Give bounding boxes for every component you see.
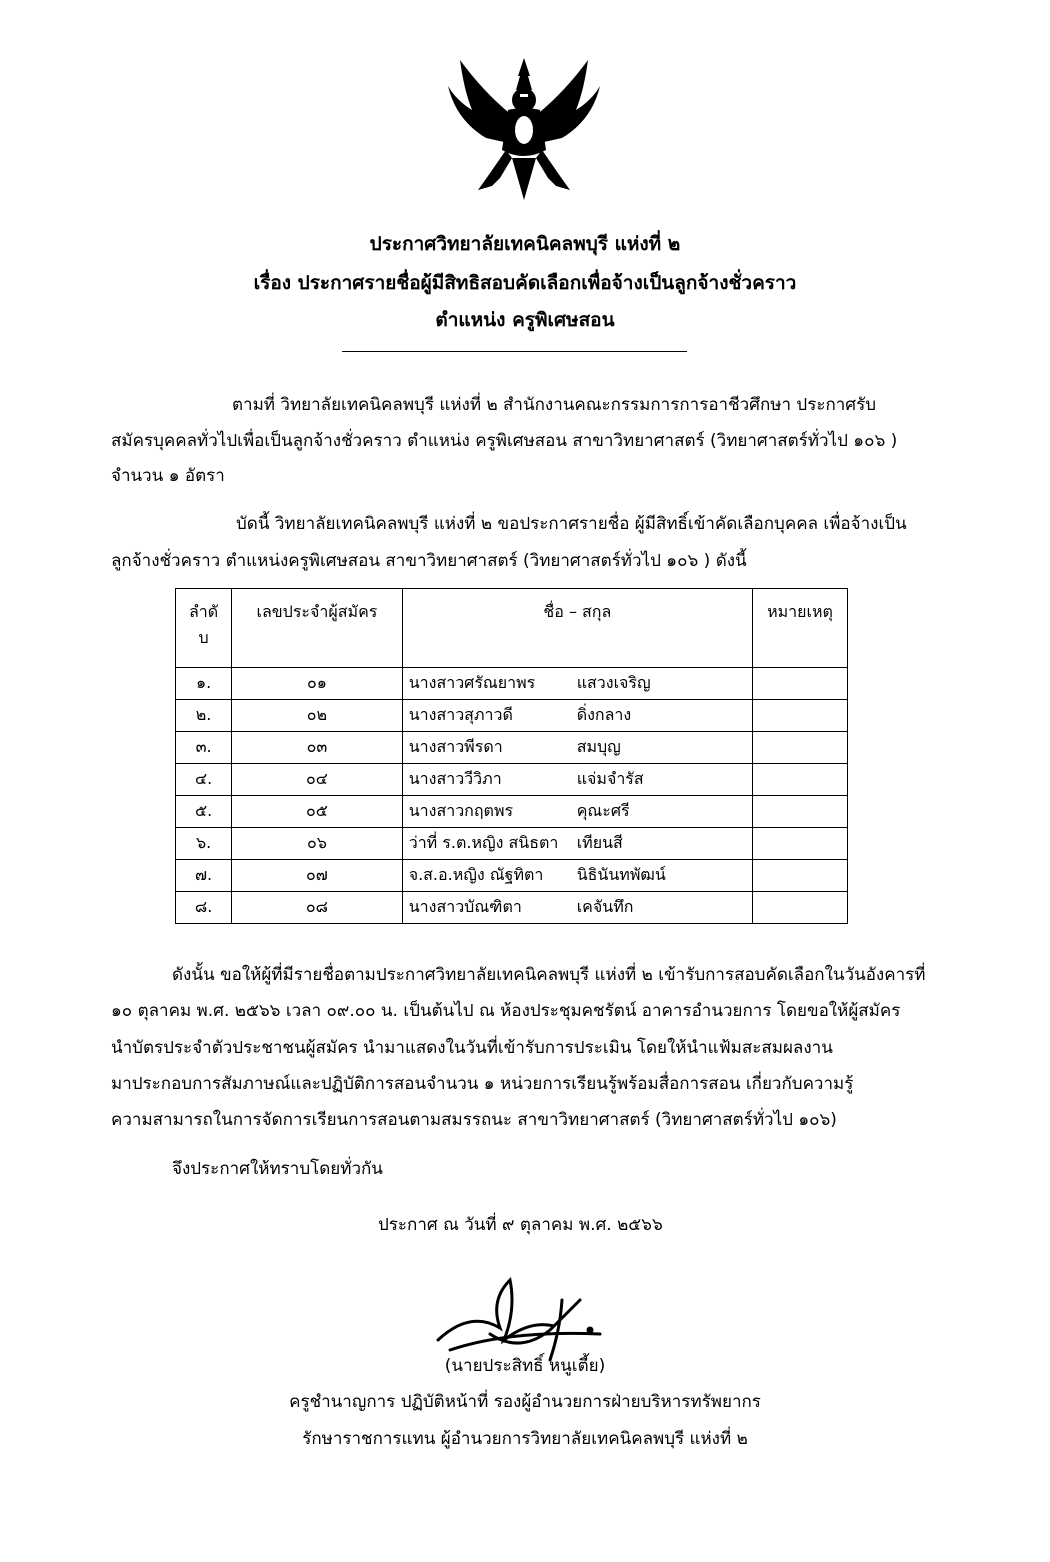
signatory-name: (นายประสิทธิ์ หนูเตี้ย): [444, 1356, 606, 1376]
table-row: [176, 892, 848, 924]
closing-statement: จึงประกาศให้ทราบโดยทั่วกัน: [172, 1159, 383, 1179]
row-order: ๗.: [176, 860, 232, 892]
row-remark: [753, 860, 848, 892]
header-order: [176, 589, 232, 668]
announcement-title: ประกาศวิทยาลัยเทคนิคลพบุรี แห่งที่ ๒: [369, 233, 681, 255]
garuda-emblem-icon: [442, 50, 607, 210]
schedule-line-5: ความสามารถในการจัดการเรียนการสอนตามสมรรถนะ สาขาวิทยาศาสตร์ (วิทยาศาสตร์ทั่วไป ๑๐๖): [111, 1110, 837, 1130]
row-name: [402, 860, 752, 892]
announcement-date: ประกาศ ณ วันที่ ๙ ตุลาคม พ.ศ. ๒๕๖๖: [378, 1215, 663, 1235]
row-remark: [753, 732, 848, 764]
row-name: [402, 892, 752, 924]
schedule-line-3: นำบัตรประจำตัวประชาชนผู้สมัคร นำมาแสดงในวันที่เข้ารับการประเมิน โดยให้นำแฟ้มสะสมผลงาน: [111, 1038, 833, 1058]
row-name: [402, 828, 752, 860]
row-first-name: นางสาวกฤตพร: [408, 801, 514, 820]
table-row: [176, 796, 848, 828]
row-order: ๑.: [176, 668, 232, 700]
row-app-no: ๐๕: [232, 796, 403, 828]
row-name: [402, 668, 752, 700]
table-row: [176, 668, 848, 700]
row-first-name: ว่าที่ ร.ต.หญิง สนิธตา: [408, 833, 559, 852]
row-last-name: สมบุญ: [576, 737, 621, 756]
row-app-no: ๐๔: [232, 764, 403, 796]
row-app-no: ๐๖: [232, 828, 403, 860]
row-app-no: ๐๓: [232, 732, 403, 764]
row-name: [402, 700, 752, 732]
row-last-name: แสวงเจริญ: [576, 673, 651, 692]
header-order-line1: ลำดั: [188, 602, 219, 621]
signatory-position-2: รักษาราชการแทน ผู้อำนวยการวิทยาลัยเทคนิคลพบุรี แห่งที่ ๒: [302, 1429, 748, 1449]
intro-line-1: ตามที่ วิทยาลัยเทคนิคลพบุรี แห่งที่ ๒ สำนักงานคณะกรรมการการอาชีวศึกษา ประกาศรับ: [232, 395, 877, 415]
row-order: ๘.: [176, 892, 232, 924]
row-remark: [753, 764, 848, 796]
row-remark: [753, 892, 848, 924]
row-first-name: นางสาวศรัณยาพร: [408, 673, 536, 692]
header-app-no: เลขประจำผู้สมัคร: [232, 589, 403, 668]
schedule-line-1: ดังนั้น ขอให้ผู้ที่มีรายชื่อตามประกาศวิทยาลัยเทคนิคลพบุรี แห่งที่ ๒ เข้ารับการสอบคัดเลือกในวันอังคารที่: [172, 965, 926, 985]
row-app-no: ๐๒: [232, 700, 403, 732]
row-order: ๔.: [176, 764, 232, 796]
row-order: ๒.: [176, 700, 232, 732]
row-name: [402, 732, 752, 764]
announce-line-1: บัดนี้ วิทยาลัยเทคนิคลพบุรี แห่งที่ ๒ ขอประกาศรายชื่อ ผู้มีสิทธิ์เข้าคัดเลือกบุคคล เพื่อจ้างเป็น: [236, 514, 907, 534]
table-row: [176, 828, 848, 860]
schedule-line-2: ๑๐ ตุลาคม พ.ศ. ๒๕๖๖ เวลา ๐๙.๐๐ น. เป็นต้นไป ณ ห้องประชุมคชรัตน์ อาคารอำนวยการ โดยขอให้ผู้สมัคร: [111, 1001, 901, 1021]
signatory-position-1: ครูชำนาญการ ปฏิบัติหน้าที่ รองผู้อำนวยการฝ่ายบริหารทรัพยากร: [289, 1392, 761, 1412]
intro-line-2: สมัครบุคคลทั่วไปเพื่อเป็นลูกจ้างชั่วคราว ตำแหน่ง ครูพิเศษสอน สาขาวิทยาศาสตร์ (วิทยาศาสตร์ทั่วไป ๑๐๖ ): [111, 431, 898, 451]
row-remark: [753, 828, 848, 860]
row-name: [402, 764, 752, 796]
row-last-name: เทียนสี: [576, 833, 623, 852]
table-row: [176, 732, 848, 764]
row-remark: [753, 700, 848, 732]
header-remark: หมายเหตุ: [753, 589, 848, 668]
row-last-name: ดิ่งกลาง: [576, 705, 632, 724]
row-first-name: จ.ส.อ.หญิง ณัฐทิตา: [408, 865, 544, 884]
row-app-no: ๐๑: [232, 668, 403, 700]
row-first-name: นางสาววีวิภา: [408, 769, 502, 788]
table-row: [176, 860, 848, 892]
row-order: ๓.: [176, 732, 232, 764]
candidate-table: [175, 588, 848, 924]
announcement-subject: เรื่อง ประกาศรายชื่อผู้มีสิทธิสอบคัดเลือกเพื่อจ้างเป็นลูกจ้างชั่วคราว: [253, 272, 797, 294]
row-name: [402, 796, 752, 828]
row-order: ๖.: [176, 828, 232, 860]
header-name: ชื่อ – สกุล: [402, 589, 752, 668]
announce-line-2: ลูกจ้างชั่วคราว ตำแหน่งครูพิเศษสอน สาขาวิทยาศาสตร์ (วิทยาศาสตร์ทั่วไป ๑๐๖ ) ดังนี้: [111, 551, 747, 571]
row-app-no: ๐๗: [232, 860, 403, 892]
row-remark: [753, 668, 848, 700]
position-title: ตำแหน่ง ครูพิเศษสอน: [435, 309, 615, 331]
header-order-line2: บ: [198, 628, 209, 647]
row-remark: [753, 796, 848, 828]
title-divider: [342, 351, 687, 352]
table-row: [176, 700, 848, 732]
row-first-name: นางสาวบัณฑิตา: [408, 897, 522, 916]
table-row: [176, 764, 848, 796]
intro-line-3: จำนวน ๑ อัตรา: [111, 466, 225, 486]
row-first-name: นางสาวสุภาวดี: [408, 705, 513, 724]
row-last-name: เคจันทึก: [576, 897, 634, 916]
table-header-row: [176, 589, 848, 668]
row-app-no: ๐๘: [232, 892, 403, 924]
schedule-line-4: มาประกอบการสัมภาษณ์และปฏิบัติการสอนจำนวน ๑ หน่วยการเรียนรู้พร้อมสื่อการสอน เกี่ยวกับความรู้: [111, 1074, 854, 1094]
row-last-name: คุณะศรี: [576, 801, 630, 820]
row-last-name: แจ่มจำรัส: [576, 769, 644, 788]
row-last-name: นิธินันทพัฒน์: [576, 865, 666, 884]
row-order: ๕.: [176, 796, 232, 828]
row-first-name: นางสาวพีรดา: [408, 737, 503, 756]
